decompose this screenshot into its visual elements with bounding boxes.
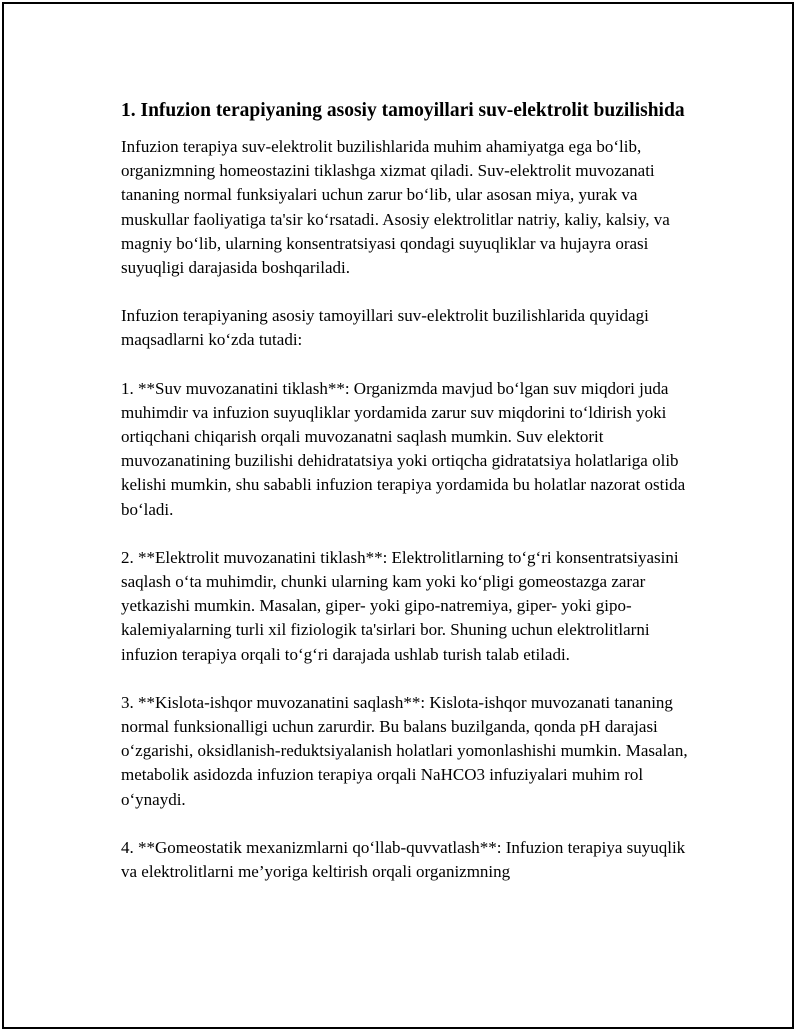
document-title: 1. Infuzion terapiyaning asosiy tamoyillari suv-elektrolit buzilishida bbox=[121, 100, 685, 121]
paragraph-item-3: 3. **Kislota-ishqor muvozanatini saqlash**: Kislota-ishqor muvozanati tananing normal funksionalligi uchun zarurdir. Bu balans buzilganda, qonda pH darajasi o‘zgarishi, oksidlanish-reduktsiyalanish holatlari yomonlashishi mumkin. Masalan, metabolik asidozda infuzion terapiya orqali NaHCO3 infuziyalari muhim rol o‘ynaydi. bbox=[121, 692, 688, 809]
paragraph-item-4: 4. **Gomeostatik mexanizmlarni qo‘llab-quvvatlash**: Infuzion terapiya suyuqlik va elektrolitlarni me’yoriga keltirish orqali organizmning bbox=[121, 837, 686, 882]
paragraph-intro: Infuzion terapiya suv-elektrolit buzilishlarida muhim ahamiyatga ega bo‘lib, organizmning homeostazini tiklashga xizmat qiladi. Suv-elektrolit muvozanati tananing normal funksiyalari uchun zarur bo‘lib, ular asosan miya, yurak va muskullar faoliyatiga ta'sir ko‘rsatadi. Asosiy elektrolitlar natriy, kaliy, kalsiy, va magniy bo‘lib, ularning konsentratsiyasi qondagi suyuqliklar va hujayra orasi suyuqligi darajasida boshqariladi. bbox=[121, 137, 670, 278]
paragraph-goals-lead: Infuzion terapiyaning asosiy tamoyillari suv-elektrolit buzilishlarida quyidagi maqsadlarni ko‘zda tutadi: bbox=[121, 306, 649, 350]
paragraph-item-2: 2. **Elektrolit muvozanatini tiklash**: Elektrolitlarning to‘g‘ri konsentratsiyasini saqlash o‘ta muhimdir, chunki ularning kam yoki ko‘pligi gomeostazga zarar yetkazishi mumkin. Masalan, giper- yoki gipo-natremiya, giper- yoki gipo-kalemiyalarning turli xil fiziologik ta'sirlari bor. Shuning uchun elektrolitlarni infuzion terapiya orqali to‘g‘ri darajada ushlab turish talab etiladi. bbox=[121, 547, 679, 664]
document-body bbox=[121, 98, 701, 908]
paragraph-item-1: 1. **Suv muvozanatini tiklash**: Organizmda mavjud bo‘lgan suv miqdori juda muhimdir va infuzion suyuqliklar yordamida zarur suv miqdorini to‘ldirish yoki ortiqchani chiqarish orqali muvozanatni saqlash mumkin. Suv elektorit muvozanatining buzilishi dehidratatsiya yoki ortiqcha gidratatsiya holatlariga olib kelishi mumkin, shu sababli infuzion terapiya yordamida bu holatlar nazorat ostida bo‘ladi. bbox=[121, 378, 686, 519]
page-frame bbox=[2, 2, 794, 1029]
